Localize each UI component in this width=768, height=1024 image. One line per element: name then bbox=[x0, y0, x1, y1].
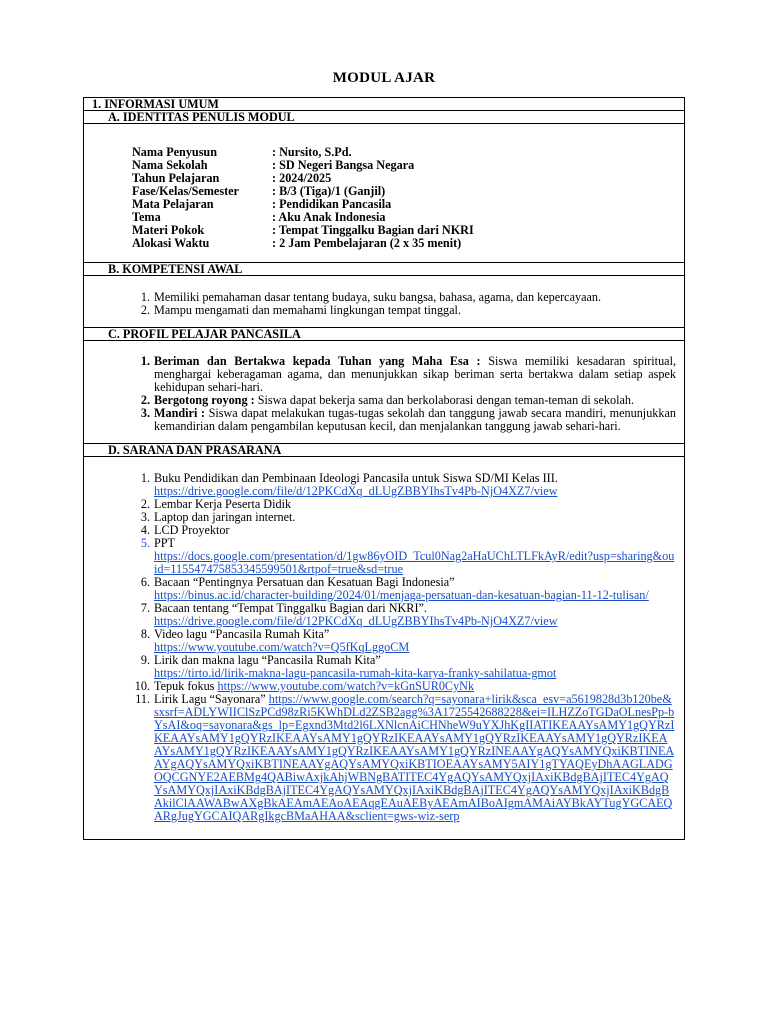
list-number: 2. bbox=[140, 497, 150, 511]
resource-link[interactable]: https://binus.ac.id/character-building/2024/01/menjaga-persatuan-dan-kesatuan-bagian-11-12-tulisan/ bbox=[154, 588, 649, 602]
list-item bbox=[140, 601, 676, 628]
section-informasi-umum: 1. INFORMASI UMUM bbox=[84, 98, 685, 111]
list-text: Lirik Lagu “Sayonara” bbox=[154, 692, 269, 706]
identity-label: Nama Penyusun bbox=[132, 145, 217, 159]
list-item bbox=[140, 354, 677, 394]
list-number: 1. bbox=[140, 471, 150, 485]
identity-value: : 2024/2025 bbox=[272, 171, 332, 185]
identity-value: : SD Negeri Bangsa Negara bbox=[272, 158, 415, 172]
list-text: Video lagu “Pancasila Rumah Kita” bbox=[154, 627, 330, 641]
resource-link[interactable]: https://docs.google.com/presentation/d/1gw86yOID_Tcul0Nag2aHaUChLTLFkAyR/edit?usp=sharing&ouid=115547475853345599501&rtpof=true&sd=true bbox=[154, 549, 675, 576]
identity-value: : Tempat Tinggalku Bagian dari NKRI bbox=[272, 223, 474, 237]
section-profil-header: C. PROFIL PELAJAR PANCASILA bbox=[84, 328, 685, 341]
list-number: 10. bbox=[134, 679, 150, 693]
list-number: 1. bbox=[140, 290, 150, 304]
list-item bbox=[140, 471, 676, 498]
list-text: Tepuk fokus bbox=[154, 679, 218, 693]
list-number: 5. bbox=[140, 536, 150, 550]
list-number: 3. bbox=[140, 510, 150, 524]
list-text: Buku Pendidikan dan Pembinaan Ideologi Pancasila untuk Siswa SD/MI Kelas III. bbox=[154, 471, 558, 485]
list-number: 9. bbox=[140, 653, 150, 667]
list-item bbox=[140, 303, 674, 317]
list-text: Laptop dan jaringan internet. bbox=[154, 510, 296, 524]
identity-label: Tema bbox=[132, 210, 161, 224]
profil-list bbox=[84, 341, 684, 443]
identity-value: : B/3 (Tiga)/1 (Ganjil) bbox=[272, 184, 386, 198]
list-item bbox=[140, 575, 676, 602]
resource-link[interactable]: https://drive.google.com/file/d/12PKCdXq_dLUgZBBYIhsTv4Pb-NjO4XZ7/view bbox=[154, 614, 558, 628]
profil-text: Siswa memiliki kesadaran spiritual, menghargai keberagaman agama, dan menunjukkan sikap beriman serta bertakwa dalam setiap aspek kehidupan sehari-hari. bbox=[154, 354, 677, 394]
list-item bbox=[140, 523, 676, 537]
list-text: Lirik dan makna lagu “Pancasila Rumah Kita” bbox=[154, 653, 381, 667]
section-kompetensi-header: B. KOMPETENSI AWAL bbox=[84, 263, 685, 276]
identity-label: Materi Pokok bbox=[132, 223, 205, 237]
list-number: 4. bbox=[140, 523, 150, 537]
list-text: Bacaan “Pentingnya Persatuan dan Kesatuan Bagi Indonesia” bbox=[154, 575, 455, 589]
list-item bbox=[140, 627, 676, 654]
resource-link[interactable]: https://www.youtube.com/watch?v=Q5fKqLggoCM bbox=[154, 640, 410, 654]
kompetensi-list bbox=[84, 276, 684, 327]
sarana-list bbox=[84, 457, 684, 839]
profil-heading: Beriman dan Bertakwa kepada Tuhan yang Maha Esa : bbox=[154, 354, 481, 368]
list-item bbox=[140, 653, 676, 680]
list-text: Memiliki pemahaman dasar tentang budaya, suku bangsa, bahasa, agama, dan kepercayaan. bbox=[154, 290, 602, 304]
section-sarana-header: D. SARANA DAN PRASARANA bbox=[84, 444, 685, 457]
identity-grid bbox=[84, 124, 684, 262]
identity-value: : Aku Anak Indonesia bbox=[272, 210, 386, 224]
list-item bbox=[135, 692, 676, 823]
identity-value: : Pendidikan Pancasila bbox=[272, 197, 392, 211]
identity-value: : 2 Jam Pembelajaran (2 x 35 menit) bbox=[272, 236, 462, 250]
section-identitas-header: A. IDENTITAS PENULIS MODUL bbox=[84, 111, 685, 124]
list-number: 2. bbox=[140, 303, 150, 317]
identity-label: Mata Pelajaran bbox=[132, 197, 214, 211]
identity-label: Nama Sekolah bbox=[132, 158, 208, 172]
resource-link[interactable]: https://www.google.com/search?q=sayonara+lirik&sca_esv=a5619828d3b120be&sxsrf=ADLYWIIClSzPCd98zRi5KWhDLd2ZSB2agg%3A1725542688228&ei=ILHZZoTGDaOLnesPp-bYsAI&oq=sayonara&gs_lp=Egxnd3Mtd2l6LXNlcnAiCHNheW9uYXJhKgIIATIKEAAYsAMY1gQYRzIKEAAYsAMY1gQYRzIKEAAYsAMY1gQYRzIKEAAYsAMY1gQYRzIKEAAYsAMY1gQYRzIKEAAYsAMY1gQYRzIKEAAYsAMY1gQYRzIKEAAYsAMY1gQYRzINEAAYgAQYsAMYQxiKBTINEAAYgAQYsAMYQxiKBTINEAAYgAQYsAMYQxiKBTIOEAAYsAMY5AIY1gTYAQEyDhAAGLADGOQCGNYE2AEBMg4QABiwAxjkAhjWBNgBATITEC4YgAQYsAMYQxjIAxiKBdgBAjITEC4YgAQYsAMYQxjIAxiKBdgBAjITEC4YgAQYsAMYQxjIAxiKBdgBAjITEC4YgAQYsAMYQxjIAxiKBdgBAkilClAAWABwAXgBkAEAmAEAoAEAqgEAuAEByAEAmAIBoAIgmAMAiAYBkAYTugYGCAEQARgJugYGCAIQARgIkgcBMaAHAA&sclient=gws-wiz-serp bbox=[154, 692, 675, 823]
resource-link[interactable]: https://drive.google.com/file/d/12PKCdXq_dLUgZBBYIhsTv4Pb-NjO4XZ7/view bbox=[154, 484, 558, 498]
list-text: Lembar Kerja Peserta Didik bbox=[154, 497, 292, 511]
section-identitas-body bbox=[84, 124, 685, 263]
list-text: Bacaan tentang “Tempat Tinggalku Bagian dari NKRI”. bbox=[154, 601, 427, 615]
list-number: 1. bbox=[140, 354, 150, 368]
profil-text: Siswa dapat melakukan tugas-tugas sekolah dan tanggung jawab secara mandiri, menunjukkan kemandirian dalam pengambilan keputusan kecil, dan menjalankan tanggung jawab sehari-hari. bbox=[154, 406, 676, 433]
identity-label: Alokasi Waktu bbox=[132, 236, 210, 250]
list-number: 7. bbox=[140, 601, 150, 615]
list-number: 11. bbox=[135, 692, 150, 706]
section-sarana-body bbox=[84, 457, 685, 840]
profil-text: Siswa dapat bekerja sama dan berkolaborasi dengan teman-teman di sekolah. bbox=[254, 393, 635, 407]
list-item bbox=[140, 510, 676, 524]
identity-label: Fase/Kelas/Semester bbox=[132, 184, 239, 198]
module-table bbox=[83, 97, 685, 840]
list-text: Mampu mengamati dan memahami lingkungan tempat tinggal. bbox=[154, 303, 461, 317]
section-kompetensi-body bbox=[84, 276, 685, 328]
identity-value: : Nursito, S.Pd. bbox=[272, 145, 352, 159]
list-number: 6. bbox=[140, 575, 150, 589]
list-item bbox=[140, 406, 676, 433]
resource-link[interactable]: https://www.youtube.com/watch?v=kGnSUR0CyNk bbox=[217, 679, 475, 693]
profil-heading: Mandiri : bbox=[154, 406, 205, 420]
profil-heading: Bergotong royong : bbox=[154, 393, 255, 407]
list-number: 8. bbox=[140, 627, 150, 641]
document-title: MODUL AJAR bbox=[332, 70, 436, 86]
identity-label: Tahun Pelajaran bbox=[132, 171, 220, 185]
resource-link[interactable]: https://tirto.id/lirik-makna-lagu-pancasila-rumah-kita-karya-franky-sahilatua-gmot bbox=[154, 666, 557, 680]
list-number: 3. bbox=[140, 406, 150, 420]
list-number: 2. bbox=[140, 393, 150, 407]
list-text: LCD Proyektor bbox=[154, 523, 230, 537]
section-profil-body bbox=[84, 341, 685, 444]
list-text: PPT bbox=[154, 536, 176, 550]
list-item bbox=[140, 536, 676, 576]
